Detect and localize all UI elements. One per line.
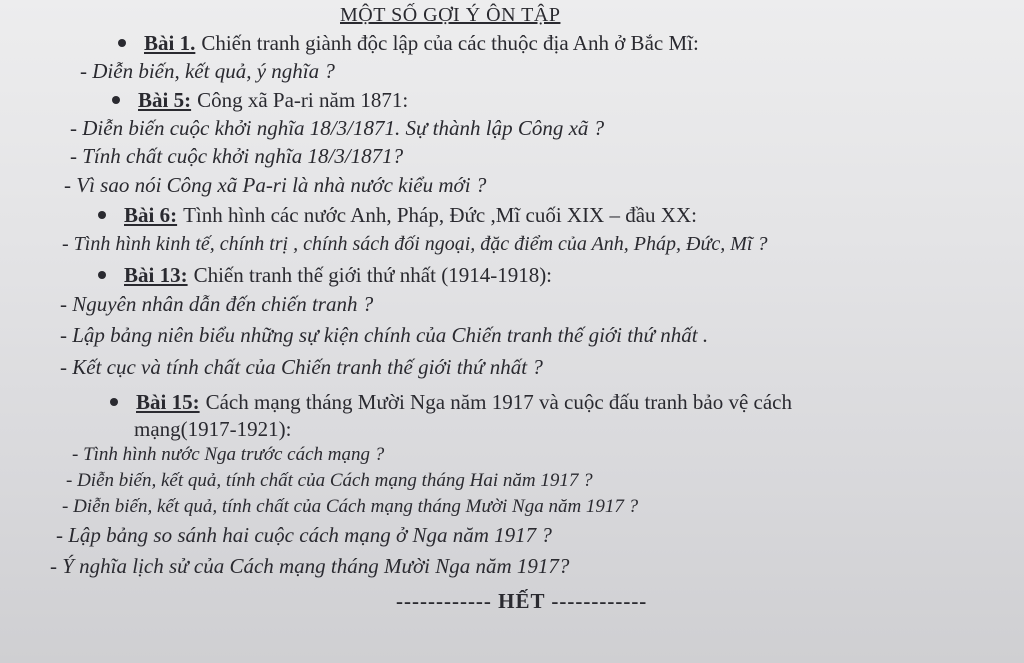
bullet-icon <box>98 211 106 219</box>
lesson-heading-continued: mạng(1917-1921): <box>134 417 292 441</box>
lesson-heading: Công xã Pa-ri năm 1871: <box>197 88 409 112</box>
lesson-label: Bài 15: <box>136 390 200 414</box>
lesson-label: Bài 6: <box>124 203 178 227</box>
list-item: - Vì sao nói Công xã Pa-ri là nhà nước kiểu mới ? <box>64 173 487 197</box>
lesson-heading: Cách mạng tháng Mười Nga năm 1917 và cuộc đấu tranh bảo vệ cách <box>205 390 792 414</box>
section-heading-bai-6 <box>98 202 697 228</box>
list-item: - Tình hình nước Nga trước cách mạng ? <box>72 444 385 465</box>
section-heading-bai-13 <box>98 262 552 288</box>
section-heading-bai-5 <box>112 87 408 113</box>
section-heading-bai-15 <box>110 389 792 415</box>
end-marker: ------------ HẾT ------------ <box>396 589 648 613</box>
lesson-label: Bài 5: <box>138 88 192 112</box>
list-item: - Tính chất cuộc khởi nghĩa 18/3/1871? <box>70 144 404 168</box>
bullet-icon <box>98 271 106 279</box>
lesson-heading: Tình hình các nước Anh, Pháp, Đức ,Mĩ cuối XIX – đầu XX: <box>183 203 697 227</box>
list-item: - Diễn biến cuộc khởi nghĩa 18/3/1871. Sự thành lập Công xã ? <box>70 116 605 140</box>
bullet-icon <box>118 39 126 47</box>
list-item: - Kết cục và tính chất của Chiến tranh thế giới thứ nhất ? <box>60 355 543 379</box>
lesson-heading: Chiến tranh thế giới thứ nhất (1914-1918): <box>193 263 553 287</box>
document-title: MỘT SỐ GỢI Ý ÔN TẬP <box>340 4 561 26</box>
section-heading-bai-1 <box>118 30 699 56</box>
lesson-heading: Chiến tranh giành độc lập của các thuộc địa Anh ở Bắc Mĩ: <box>201 31 699 55</box>
lesson-label: Bài 1. <box>144 31 196 55</box>
list-item: - Diễn biến, kết quả, ý nghĩa ? <box>80 59 335 83</box>
list-item: - Nguyên nhân dẫn đến chiến tranh ? <box>60 292 374 316</box>
bullet-icon <box>110 398 118 406</box>
bullet-icon <box>112 96 120 104</box>
list-item: - Diễn biến, kết quả, tính chất của Cách mạng tháng Mười Nga năm 1917 ? <box>62 496 639 517</box>
list-item: - Lập bảng niên biểu những sự kiện chính của Chiến tranh thế giới thứ nhất . <box>60 323 709 347</box>
list-item: - Diễn biến, kết quả, tính chất của Cách mạng tháng Hai năm 1917 ? <box>66 470 593 491</box>
list-item: - Lập bảng so sánh hai cuộc cách mạng ở Nga năm 1917 ? <box>56 523 552 547</box>
lesson-label: Bài 13: <box>124 263 188 287</box>
list-item: - Tình hình kinh tế, chính trị , chính sách đối ngoại, đặc điểm của Anh, Pháp, Đức, Mĩ ? <box>62 233 768 255</box>
list-item: - Ý nghĩa lịch sử của Cách mạng tháng Mười Nga năm 1917? <box>50 554 570 578</box>
